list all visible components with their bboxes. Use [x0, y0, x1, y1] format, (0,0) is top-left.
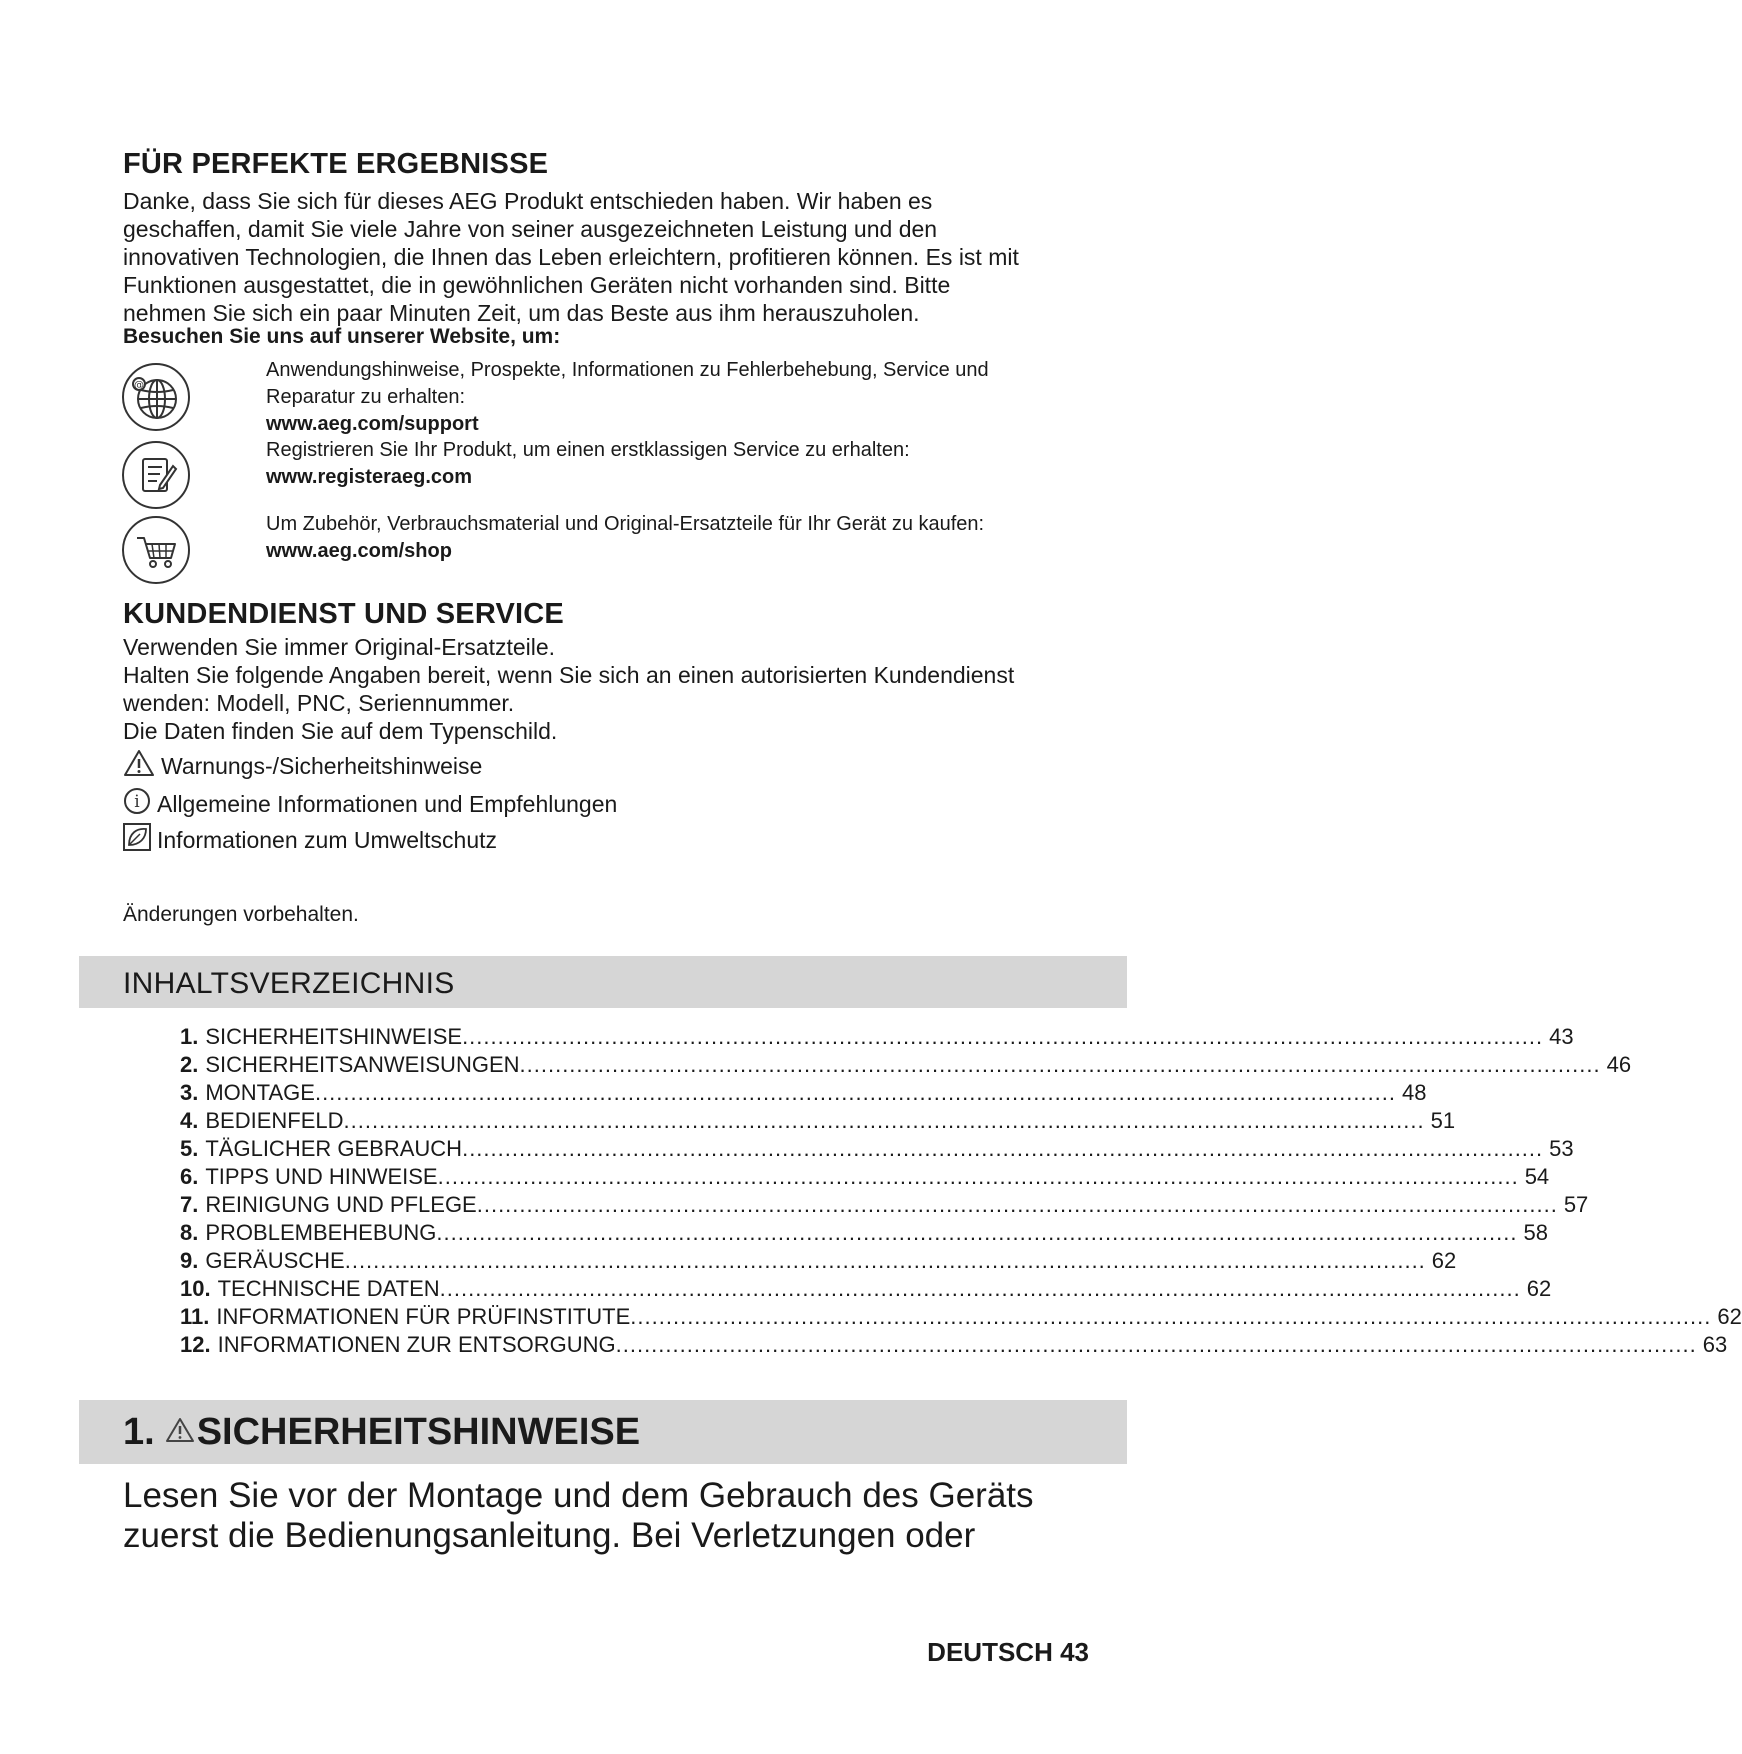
toc-entry-number: 6.	[180, 1164, 199, 1189]
toc-entry-page: 63	[1702, 1332, 1728, 1357]
toc-header-bar	[79, 956, 1127, 1008]
svg-text:@: @	[134, 380, 144, 391]
toc-entry-title: TECHNISCHE DATEN	[217, 1276, 440, 1301]
toc-entry[interactable]	[180, 1135, 1574, 1163]
service-paragraph	[123, 633, 1014, 745]
intro-heading: FÜR PERFEKTE ERGEBNISSE	[123, 148, 549, 180]
page-footer: DEUTSCH 43	[927, 1637, 1089, 1667]
toc-entry[interactable]	[180, 1163, 1550, 1191]
toc-dot-leader: ........................................................................................................................................................	[314, 1080, 1397, 1105]
legend-environment-label: Informationen zum Umweltschutz	[157, 827, 498, 853]
info-icon	[123, 787, 151, 821]
support-text-line: Anwendungshinweise, Prospekte, Informationen zu Fehlerbehebung, Service und	[266, 359, 989, 381]
toc-dot-leader: ........................................................................................................................................................	[439, 1276, 1521, 1301]
toc-entry-number: 12.	[180, 1332, 211, 1357]
intro-paragraph	[123, 187, 1019, 327]
legend-environment	[123, 823, 497, 857]
toc-entry-title: GERÄUSCHE	[205, 1248, 345, 1273]
safety-heading-number: 1.	[123, 1411, 155, 1453]
register-text-line: Registrieren Sie Ihr Produkt, um einen erstklassigen Service zu erhalten:	[266, 439, 910, 461]
toc-entry-page: 54	[1524, 1164, 1550, 1189]
toc-dot-leader: ........................................................................................................................................................	[519, 1052, 1601, 1077]
service-line: Verwenden Sie immer Original-Ersatzteile.	[123, 634, 556, 660]
toc-dot-leader: ........................................................................................................................................................	[476, 1192, 1558, 1217]
legend-info-label: Allgemeine Informationen und Empfehlungen	[157, 791, 618, 817]
changes-note: Änderungen vorbehalten.	[123, 903, 359, 926]
toc-entry[interactable]	[180, 1107, 1456, 1135]
safety-intro-line: zuerst die Bedienungsanleitung. Bei Verletzungen oder	[123, 1516, 976, 1555]
toc-entry-title: INFORMATIONEN ZUR ENTSORGUNG	[217, 1332, 616, 1357]
toc-dot-leader: ........................................................................................................................................................	[462, 1136, 1544, 1161]
legend-info	[123, 787, 617, 821]
shopping-cart-icon	[122, 516, 190, 584]
warning-triangle-icon	[165, 1411, 195, 1454]
toc-entry-title: SICHERHEITSHINWEISE	[205, 1024, 463, 1049]
register-info	[266, 437, 910, 491]
legend-warning	[123, 749, 482, 783]
register-document-icon	[122, 441, 190, 509]
toc-entry-page: 62	[1717, 1304, 1742, 1329]
safety-intro-line: Lesen Sie vor der Montage und dem Gebrauch des Geräts	[123, 1476, 1034, 1515]
toc-entry-page: 57	[1563, 1192, 1589, 1217]
toc-entry-title: INFORMATIONEN FÜR PRÜFINSTITUTE	[216, 1304, 631, 1329]
toc-entry-page: 51	[1430, 1108, 1456, 1133]
toc-entry-title: PROBLEMBEHEBUNG	[205, 1220, 437, 1245]
toc-entry[interactable]	[180, 1079, 1427, 1107]
toc-entry-number: 4.	[180, 1108, 199, 1133]
register-link[interactable]: www.registeraeg.com	[266, 466, 472, 488]
service-line: Halten Sie folgende Angaben bereit, wenn Sie sich an einen autorisierten Kundendienst	[123, 662, 1015, 688]
toc-entry-number: 11.	[180, 1304, 210, 1329]
toc-dot-leader: ........................................................................................................................................................	[630, 1304, 1712, 1329]
toc-entry-number: 2.	[180, 1052, 199, 1077]
toc-entry[interactable]	[180, 1051, 1632, 1079]
svg-text:i: i	[134, 792, 140, 812]
shop-info	[266, 511, 984, 565]
toc-entry-number: 8.	[180, 1220, 199, 1245]
intro-line: Funktionen ausgestattet, die in gewöhnlichen Geräten nicht vorhanden sind. Bitte	[123, 272, 951, 298]
visit-website-label: Besuchen Sie uns auf unserer Website, um:	[123, 325, 561, 348]
legend-warning-label: Warnungs-/Sicherheitshinweise	[161, 753, 483, 779]
toc-entry-title: SICHERHEITSANWEISUNGEN	[205, 1052, 520, 1077]
toc-dot-leader: ........................................................................................................................................................	[437, 1164, 1519, 1189]
toc-heading: INHALTSVERZEICHNIS	[123, 967, 455, 1000]
toc-entry-title: TIPPS UND HINWEISE	[205, 1164, 438, 1189]
toc-entry-page: 48	[1402, 1080, 1427, 1105]
support-link[interactable]: www.aeg.com/support	[266, 413, 479, 435]
environment-leaf-icon	[123, 823, 151, 857]
toc-dot-leader: ........................................................................................................................................................	[436, 1220, 1518, 1245]
toc-entry-title: BEDIENFELD	[205, 1108, 344, 1133]
toc-dot-leader: ........................................................................................................................................................	[343, 1108, 1425, 1133]
toc-dot-leader: ........................................................................................................................................................	[462, 1024, 1544, 1049]
service-line: Die Daten finden Sie auf dem Typenschild.	[123, 718, 558, 744]
safety-heading	[123, 1411, 640, 1454]
warning-triangle-icon	[123, 749, 155, 783]
toc-entry[interactable]	[180, 1275, 1552, 1303]
toc-entry-number: 1.	[180, 1024, 199, 1049]
toc-entry-title: MONTAGE	[205, 1080, 315, 1105]
toc-entry-page: 62	[1431, 1248, 1457, 1273]
toc-entry-number: 3.	[180, 1080, 199, 1105]
intro-line: nehmen Sie sich ein paar Minuten Zeit, um das Beste aus ihm herauszuholen.	[123, 300, 920, 326]
toc-entry-title: TÄGLICHER GEBRAUCH	[205, 1136, 463, 1161]
support-info	[266, 357, 989, 438]
safety-header-bar	[79, 1400, 1127, 1464]
toc-entry-page: 58	[1523, 1220, 1548, 1245]
support-text-line: Reparatur zu erhalten:	[266, 386, 466, 408]
shop-link[interactable]: www.aeg.com/shop	[266, 540, 452, 562]
toc-dot-leader: ........................................................................................................................................................	[344, 1248, 1426, 1273]
safety-heading-title: SICHERHEITSHINWEISE	[196, 1411, 641, 1453]
globe-icon	[122, 363, 190, 431]
toc-entry-number: 5.	[180, 1136, 199, 1161]
toc-entry-number: 10.	[180, 1276, 211, 1301]
toc-entry[interactable]	[180, 1331, 1728, 1359]
toc-dot-leader: ........................................................................................................................................................	[615, 1332, 1697, 1357]
toc-entry-number: 9.	[180, 1248, 199, 1273]
toc-entry-page: 53	[1549, 1136, 1574, 1161]
service-heading: KUNDENDIENST UND SERVICE	[123, 598, 564, 630]
intro-line: innovativen Technologien, die Ihnen das Leben erleichtern, profitieren können. Es ist mit	[123, 244, 1019, 270]
toc-entry[interactable]	[180, 1247, 1457, 1275]
toc-entry-page: 62	[1526, 1276, 1552, 1301]
toc-entry-page: 46	[1606, 1052, 1632, 1077]
toc-entry-page: 43	[1549, 1024, 1574, 1049]
intro-line: geschaffen, damit Sie viele Jahre von seiner ausgezeichneten Leistung und den	[123, 216, 938, 242]
intro-line: Danke, dass Sie sich für dieses AEG Produkt entschieden haben. Wir haben es	[123, 188, 933, 214]
shop-text-line: Um Zubehör, Verbrauchsmaterial und Original-Ersatzteile für Ihr Gerät zu kaufen:	[266, 513, 985, 535]
service-line: wenden: Modell, PNC, Seriennummer.	[123, 690, 515, 716]
toc-entry[interactable]	[180, 1219, 1548, 1247]
toc-entry[interactable]	[180, 1191, 1589, 1219]
toc-entry[interactable]	[180, 1023, 1574, 1051]
toc-entry-title: REINIGUNG UND PFLEGE	[205, 1192, 477, 1217]
safety-intro	[123, 1476, 1034, 1556]
toc-entry[interactable]	[180, 1303, 1742, 1331]
toc-entry-number: 7.	[180, 1192, 199, 1217]
